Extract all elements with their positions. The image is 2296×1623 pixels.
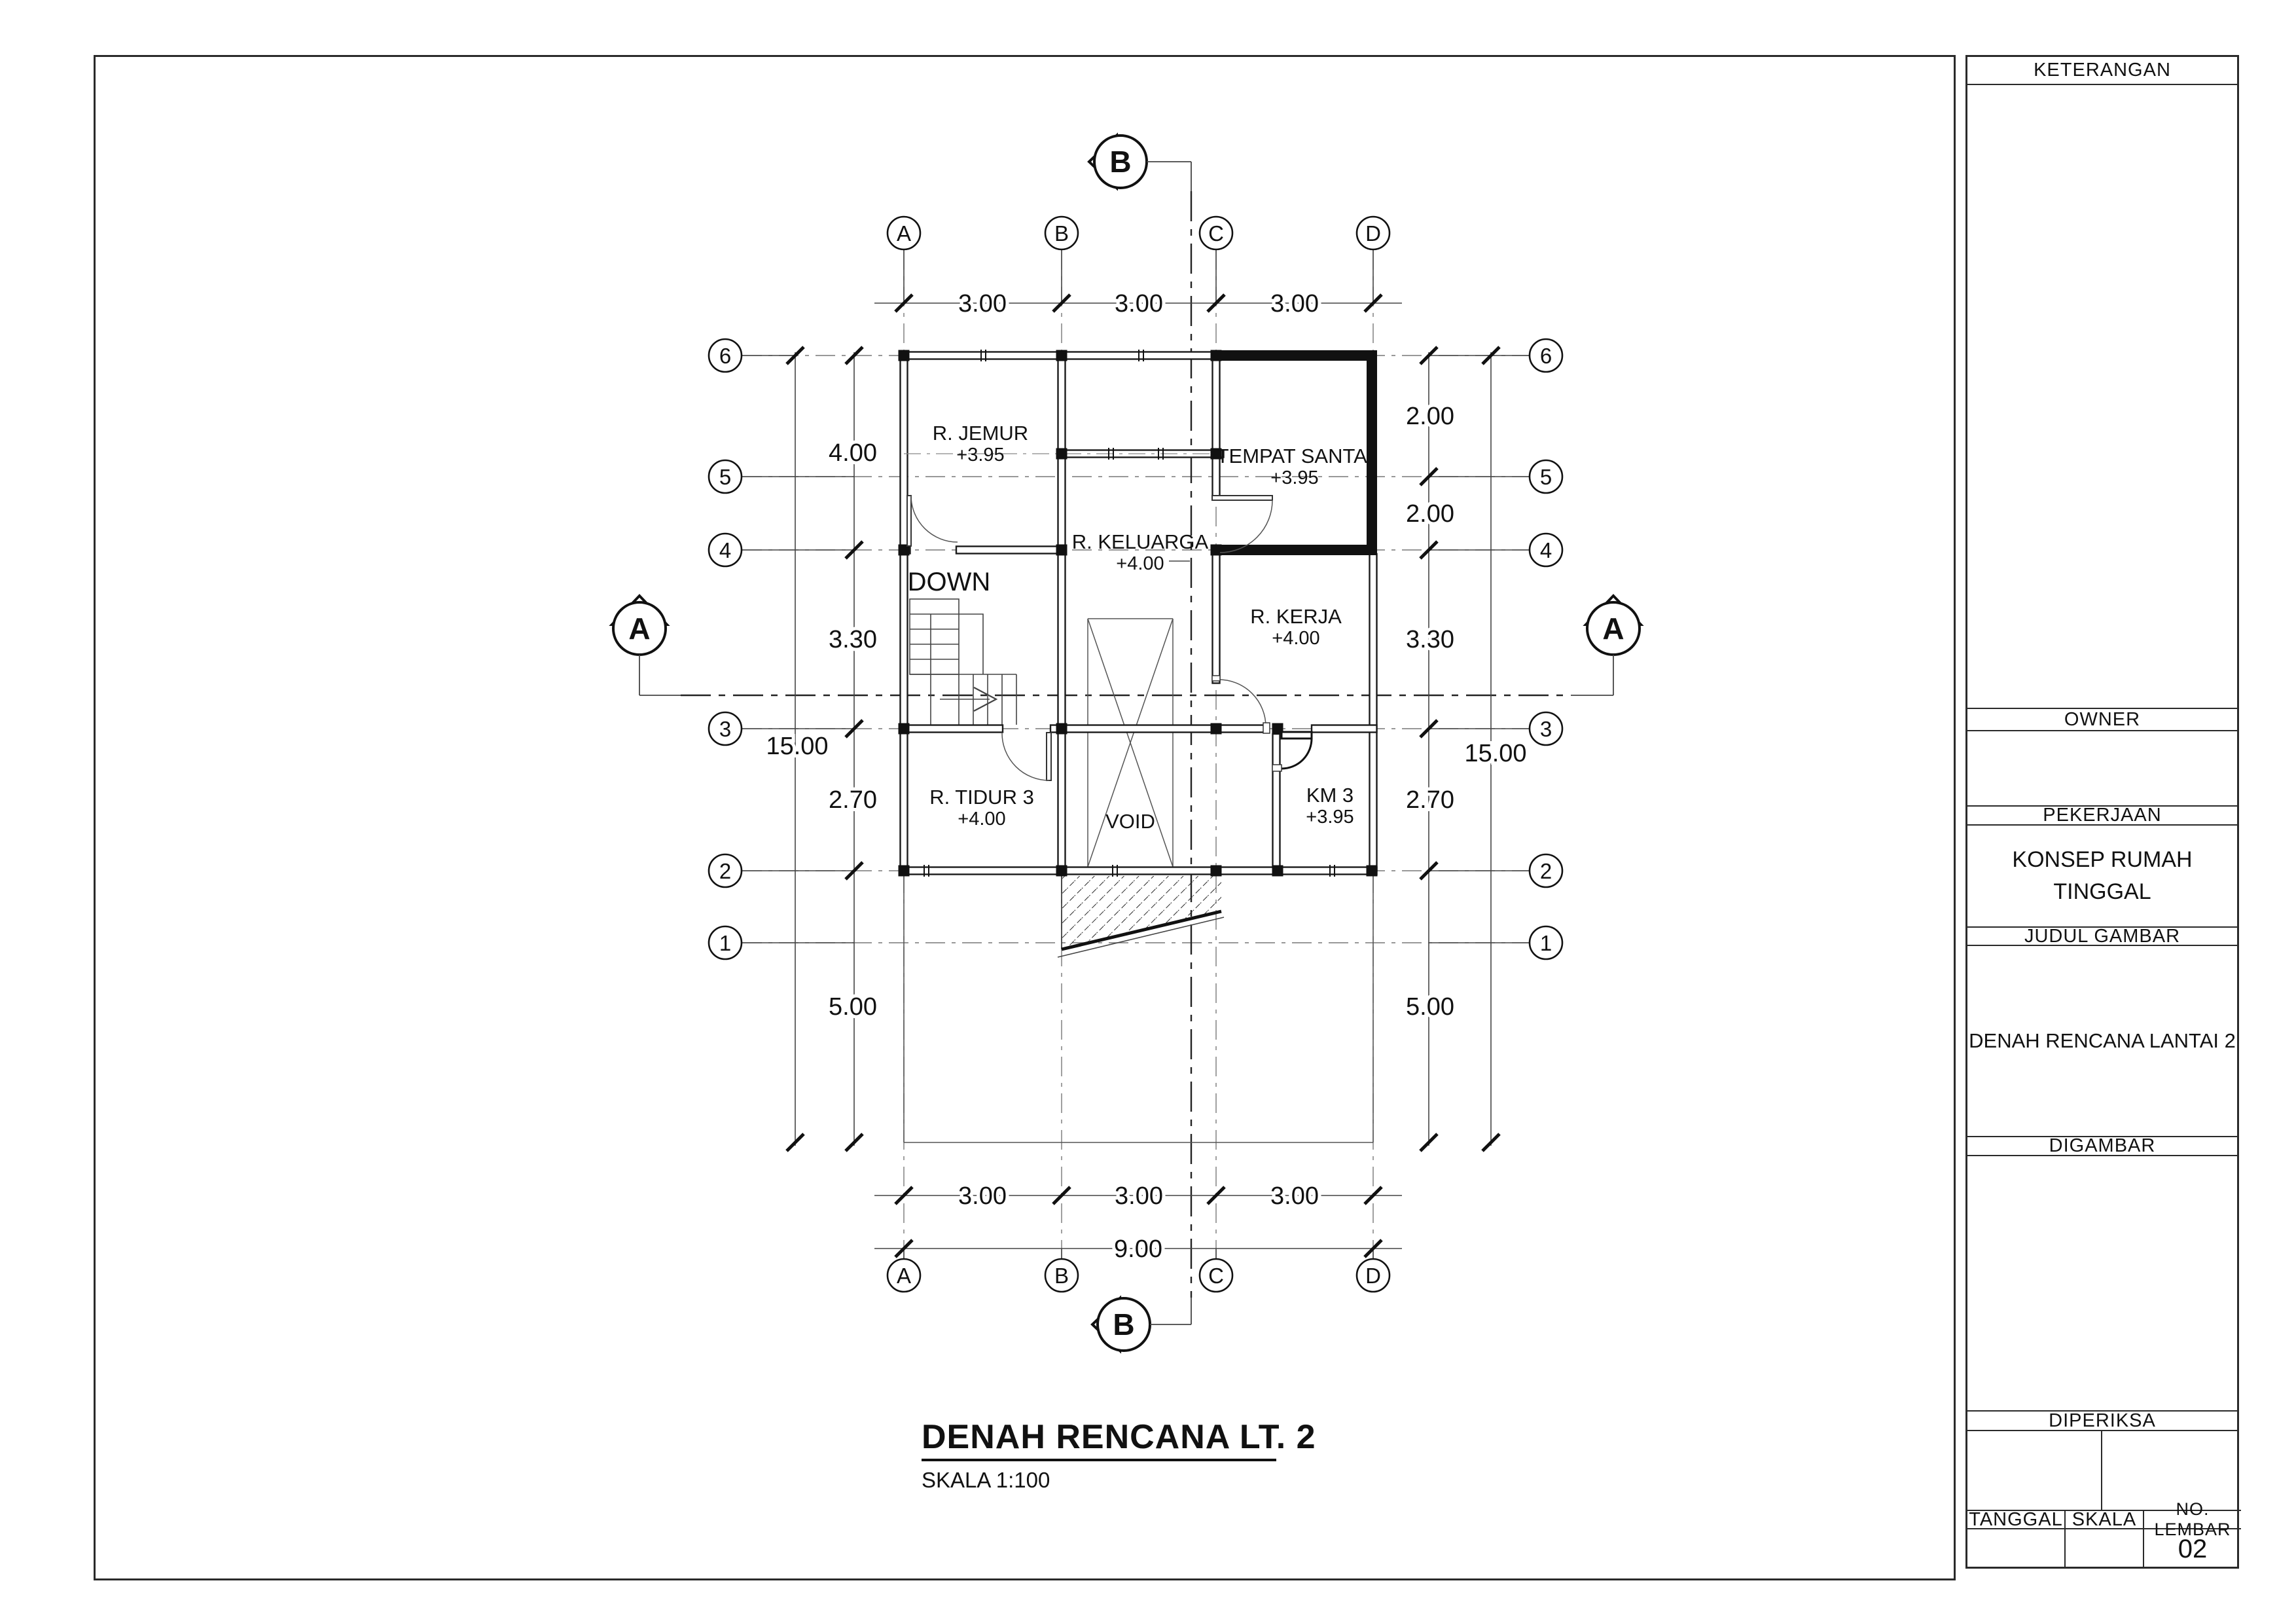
tanggal-value bbox=[1967, 1529, 2066, 1569]
svg-text:+3.95: +3.95 bbox=[956, 445, 1005, 465]
grid-lines bbox=[742, 250, 1529, 1258]
svg-text:4: 4 bbox=[719, 538, 732, 562]
sheet-scale: SKALA 1:100 bbox=[922, 1468, 1050, 1492]
wall-row3-b bbox=[1050, 725, 1267, 733]
section-marker-b-top bbox=[1089, 136, 1191, 191]
svg-text:+3.95: +3.95 bbox=[1270, 467, 1319, 488]
svg-text:A: A bbox=[896, 221, 912, 246]
door-r-tidur3 bbox=[1002, 733, 1051, 780]
door-arc bbox=[1282, 739, 1312, 769]
digambar-header: DIGAMBAR bbox=[1967, 1136, 2237, 1156]
dimension-ticks bbox=[787, 295, 1499, 1257]
svg-text:6: 6 bbox=[1539, 344, 1552, 368]
svg-text:5: 5 bbox=[1539, 465, 1552, 489]
room-km3: KM 3 bbox=[1306, 784, 1354, 807]
svg-text:A: A bbox=[1602, 611, 1624, 646]
wall-col-a bbox=[901, 352, 908, 875]
svg-text:1: 1 bbox=[719, 931, 732, 955]
svg-text:B: B bbox=[1109, 145, 1132, 179]
title-block bbox=[1965, 55, 2239, 1569]
sheet-title-group bbox=[922, 1418, 1316, 1492]
svg-text:3: 3 bbox=[1539, 717, 1552, 741]
keterangan-header: KETERANGAN bbox=[1967, 57, 2237, 85]
section-marker-b-bottom bbox=[1092, 1298, 1191, 1351]
svg-text:2: 2 bbox=[1539, 859, 1552, 883]
judul-gambar-value: DENAH RENCANA LANTAI 2 bbox=[1969, 1029, 2236, 1052]
skala-header: SKALA bbox=[2066, 1510, 2144, 1529]
dim-top-3: 3.00 bbox=[1270, 290, 1319, 318]
room-void: VOID bbox=[1105, 810, 1155, 833]
svg-text:D: D bbox=[1365, 1264, 1381, 1288]
svg-text:+4.00: +4.00 bbox=[958, 809, 1006, 830]
sheet-number: 02 bbox=[2178, 1534, 2208, 1563]
wall-col-c-mid bbox=[1213, 547, 1220, 684]
wall-row3-c bbox=[1312, 725, 1377, 733]
dim-right-3: 3.30 bbox=[1406, 626, 1454, 653]
hatched-area bbox=[1058, 876, 1224, 957]
dim-left-2: 3.30 bbox=[829, 626, 877, 653]
dim-top-2: 3.00 bbox=[1115, 290, 1163, 318]
svg-text:B: B bbox=[1054, 1264, 1069, 1288]
svg-text:B: B bbox=[1113, 1307, 1135, 1341]
sheet-title: DENAH RENCANA LT. 2 bbox=[922, 1418, 1316, 1456]
svg-text:3: 3 bbox=[719, 717, 732, 741]
room-r-keluarga: R. KELUARGA bbox=[1071, 530, 1209, 553]
svg-text:A: A bbox=[628, 611, 651, 646]
svg-text:+3.95: +3.95 bbox=[1306, 807, 1354, 828]
wall-row3-a bbox=[901, 725, 1003, 733]
dim-right-1: 2.00 bbox=[1406, 403, 1454, 430]
pekerjaan-header: PEKERJAAN bbox=[1967, 807, 2237, 826]
dim-left-total: 15.00 bbox=[766, 733, 829, 760]
svg-text:1: 1 bbox=[1539, 931, 1552, 955]
svg-text:A: A bbox=[896, 1264, 912, 1288]
owner-space bbox=[1967, 731, 2237, 807]
owner-header: OWNER bbox=[1967, 709, 2237, 731]
dim-left-3: 2.70 bbox=[829, 786, 877, 814]
dim-right-4: 2.70 bbox=[1406, 786, 1454, 814]
dim-bottom-2: 3.00 bbox=[1115, 1182, 1163, 1210]
wall-row2 bbox=[901, 867, 1377, 875]
skala-value bbox=[2066, 1529, 2144, 1569]
svg-text:C: C bbox=[1208, 221, 1224, 246]
room-r-kerja: R. KERJA bbox=[1250, 605, 1342, 628]
svg-text:4: 4 bbox=[1539, 538, 1552, 562]
dim-left-4: 5.00 bbox=[829, 993, 877, 1021]
dim-bottom-3: 3.00 bbox=[1270, 1182, 1319, 1210]
diperiksa-space-left bbox=[1967, 1431, 2102, 1510]
dim-top-1: 3.00 bbox=[958, 290, 1007, 318]
room-r-jemur: R. JEMUR bbox=[932, 422, 1029, 445]
dimension-lines bbox=[742, 249, 1530, 1259]
wall-col-d-low bbox=[1370, 554, 1377, 871]
digambar-space bbox=[1967, 1156, 2237, 1410]
grid-bubbles bbox=[709, 217, 1562, 1292]
judul-gambar-header: JUDUL GAMBAR bbox=[1967, 926, 2237, 946]
dim-right-total: 15.00 bbox=[1464, 740, 1527, 767]
door-r-jemur bbox=[907, 496, 958, 546]
svg-text:+4.00: +4.00 bbox=[1116, 553, 1164, 574]
wall-col-b bbox=[1058, 352, 1066, 875]
room-r-tidur3: R. TIDUR 3 bbox=[929, 786, 1034, 809]
room-tempat-santai: TEMPAT SANTAI bbox=[1216, 445, 1373, 467]
section-marker-a-left bbox=[612, 596, 681, 695]
section-marker-a-right bbox=[1571, 596, 1641, 695]
no-lembar-header: NO. LEMBAR bbox=[2144, 1510, 2241, 1529]
dim-right-5: 5.00 bbox=[1406, 993, 1454, 1021]
stair-down-label: DOWN bbox=[907, 568, 991, 596]
wall-row4-a2 bbox=[956, 547, 1066, 554]
door-arc bbox=[1002, 733, 1049, 780]
svg-text:D: D bbox=[1365, 221, 1381, 246]
dim-right-2: 2.00 bbox=[1406, 500, 1454, 528]
dim-left-1: 4.00 bbox=[829, 439, 877, 467]
staircase bbox=[910, 599, 1016, 725]
door-tempat-santai bbox=[1212, 496, 1272, 553]
door-arc bbox=[1219, 680, 1266, 727]
svg-text:5: 5 bbox=[719, 465, 732, 489]
door-arc bbox=[911, 496, 958, 542]
wall-km3-left bbox=[1273, 734, 1280, 871]
pekerjaan-value: KONSEP RUMAH TINGGAL bbox=[2012, 847, 2193, 904]
keterangan-space bbox=[1967, 85, 2237, 709]
svg-text:+4.00: +4.00 bbox=[1272, 628, 1320, 649]
svg-text:B: B bbox=[1054, 221, 1069, 246]
dimension-labels bbox=[766, 290, 1526, 1263]
dim-bottom-1: 3.00 bbox=[958, 1182, 1007, 1210]
wall-col-c-up bbox=[1213, 359, 1220, 496]
diperiksa-header: DIPERIKSA bbox=[1967, 1410, 2237, 1431]
grid-bubble-labels bbox=[719, 221, 1552, 1288]
tanggal-header: TANGGAL bbox=[1967, 1510, 2066, 1529]
svg-text:C: C bbox=[1208, 1264, 1224, 1288]
svg-text:2: 2 bbox=[719, 859, 732, 883]
svg-text:6: 6 bbox=[719, 344, 732, 368]
dim-bottom-total: 9.00 bbox=[1114, 1235, 1162, 1263]
